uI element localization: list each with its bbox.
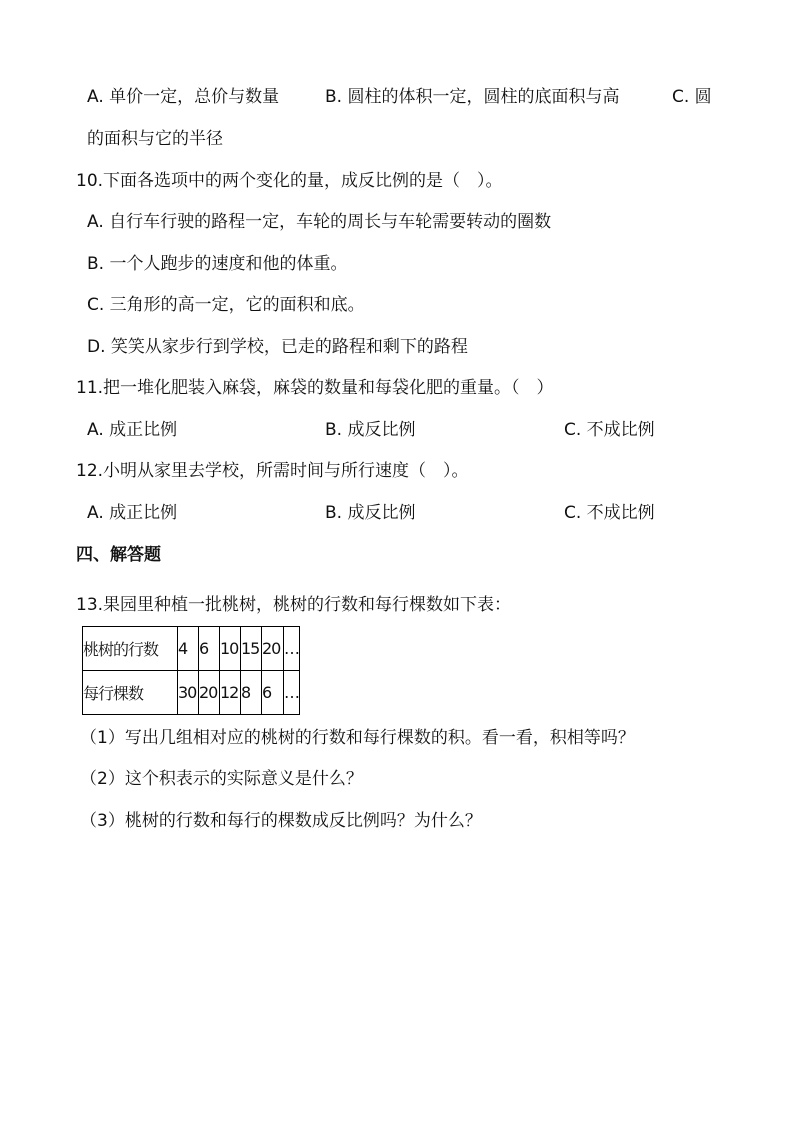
q9-option-c-continuation: 的面积与它的半径 bbox=[87, 129, 223, 149]
q10-option-d: D. 笑笑从家步行到学校，已走的路程和剩下的路程 bbox=[87, 337, 468, 357]
table-cell: 6 bbox=[262, 671, 284, 715]
table-cell: 30 bbox=[178, 671, 199, 715]
table-row bbox=[83, 671, 300, 715]
table-cell: 20 bbox=[199, 671, 220, 715]
q12-stem: 12.小明从家里去学校，所需时间与所行速度（ ）。 bbox=[76, 461, 469, 481]
table-cell: … bbox=[284, 671, 300, 715]
table-cell: 4 bbox=[178, 627, 199, 671]
table-cell: 12 bbox=[220, 671, 241, 715]
table-cell: 20 bbox=[262, 627, 284, 671]
q10-stem: 10.下面各选项中的两个变化的量，成反比例的是（ ）。 bbox=[76, 171, 503, 191]
q11-option-a: A. 成正比例 bbox=[87, 420, 178, 440]
q13-subquestion-1: （1）写出几组相对应的桃树的行数和每行棵数的积。看一看，积相等吗？ bbox=[80, 728, 635, 748]
table-cell: 8 bbox=[241, 671, 262, 715]
q10-option-a: A. 自行车行驶的路程一定，车轮的周长与车轮需要转动的圈数 bbox=[87, 212, 552, 232]
q9-option-b: B. 圆柱的体积一定，圆柱的底面积与高 bbox=[325, 87, 620, 107]
q11-stem: 11.把一堆化肥装入麻袋，麻袋的数量和每袋化肥的重量。（ ） bbox=[76, 378, 554, 398]
table-row bbox=[83, 627, 300, 671]
q13-subquestion-3: （3）桃树的行数和每行的棵数成反比例吗？为什么？ bbox=[80, 811, 482, 831]
table-cell: 10 bbox=[220, 627, 241, 671]
table-cell: … bbox=[284, 627, 300, 671]
q13-subquestion-2: （2）这个积表示的实际意义是什么？ bbox=[80, 769, 363, 789]
q12-option-b: B. 成反比例 bbox=[325, 503, 416, 523]
q13-stem: 13.果园里种植一批桃树，桃树的行数和每行棵数如下表： bbox=[76, 595, 512, 615]
table-row-label: 桃树的行数 bbox=[83, 627, 178, 671]
q9-option-c: C. 圆 bbox=[672, 87, 712, 107]
q10-option-c: C. 三角形的高一定，它的面积和底。 bbox=[87, 295, 365, 315]
q12-option-c: C. 不成比例 bbox=[564, 503, 655, 523]
q11-option-c: C. 不成比例 bbox=[564, 420, 655, 440]
q10-option-b: B. 一个人跑步的速度和他的体重。 bbox=[87, 254, 348, 274]
table-row-label: 每行棵数 bbox=[83, 671, 178, 715]
table-cell: 15 bbox=[241, 627, 262, 671]
section-heading: 四、解答题 bbox=[76, 545, 161, 565]
q9-option-a: A. 单价一定，总价与数量 bbox=[87, 87, 280, 107]
peach-tree-table bbox=[82, 626, 300, 715]
table-cell: 6 bbox=[199, 627, 220, 671]
q11-option-b: B. 成反比例 bbox=[325, 420, 416, 440]
q12-option-a: A. 成正比例 bbox=[87, 503, 178, 523]
